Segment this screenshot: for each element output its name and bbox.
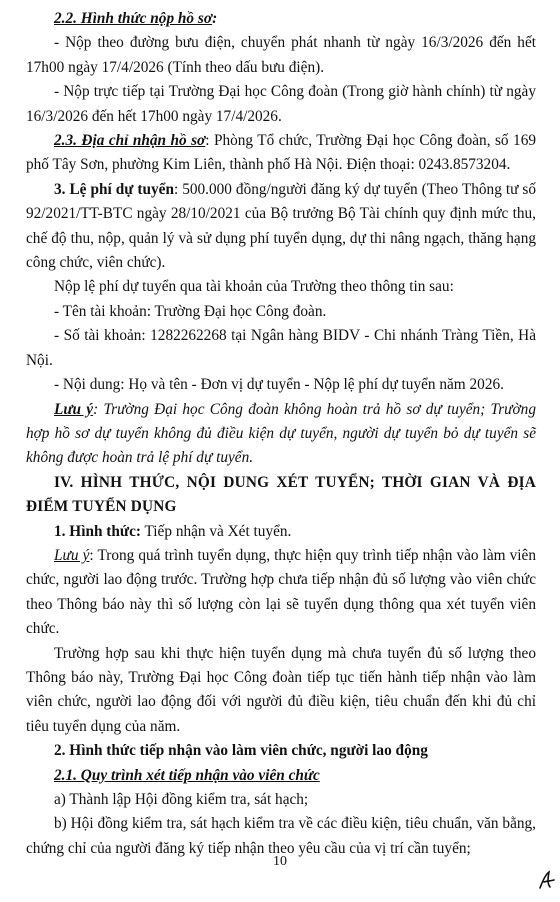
section-2-3-paragraph: 2.3. Địa chỉ nhận hồ sơ: Phòng Tổ chức, Trường Đại học Công đoàn, số 169 phố Tây Sơn, phường Kim Liên, thành phố Hà Nội. Điện thoại: 0243.8573204. [26,132,536,174]
fee-note: Lưu ý: Trường Đại học Công đoàn không hoàn trả hồ sơ dự tuyển; Trường hợp hồ sơ dự tuyển không đủ điều kiện dự tuyển, người dự tuyển bỏ dự tuyển sẽ không được hoàn trả lệ phí dự tuyển. [26,400,536,467]
section-1-paragraph: 1. Hình thức: Tiếp nhận và Xét tuyển. [54,522,292,540]
section-2-1-heading: 2.1. Quy trình xét tiếp nhận vào viên chức [54,766,320,784]
paragraph: Trường hợp sau khi thực hiện tuyển dụng mà chưa tuyển đủ số lượng theo Thông báo này, Trường Đại học Công đoàn tiếp tục tiến hành tiếp nhận vào làm viên chức, người lao động đối với người đủ điều kiện, tiêu chuẩn đến khi đủ chỉ tiêu tuyển dụng của năm. [26,644,536,735]
paragraph: Nộp lệ phí dự tuyển qua tài khoản của Trường theo thông tin sau: [54,278,454,296]
section-2-2-heading: 2.2. Hình thức nộp hồ sơ: [54,10,218,27]
list-item: - Nội dung: Họ và tên - Đơn vị dự tuyển - Nộp lệ phí dự tuyển năm 2026. [54,376,504,394]
initials-mark-icon [538,870,556,892]
section-2-heading: 2. Hình thức tiếp nhận vào làm viên chức, người lao động [54,742,428,760]
list-item: - Số tài khoản: 1282262268 tại Ngân hàng BIDV - Chi nhánh Tràng Tiền, Hà Nội. [26,327,536,369]
recruitment-note: Lưu ý: Trong quá trình tuyển dụng, thực hiện quy trình tiếp nhận vào làm viên chức, người lao động trước. Trường hợp chưa tiếp nhận đủ số lượng vào viên chức theo Thông báo này thì số lượng còn lại sẽ tuyển dụng thông qua xét tuyển viên chức. [26,546,536,638]
list-item: - Nộp trực tiếp tại Trường Đại học Công đoàn (Trong giờ hành chính) từ ngày 16/3/2026 đến hết 17h00 ngày 17/4/2026. [26,83,536,125]
section-iv-heading: IV. HÌNH THỨC, NỘI DUNG XÉT TUYỂN; THỜI GIAN VÀ ĐỊA ĐIỂM TUYỂN DỤNG [26,473,536,516]
section-3-paragraph: 3. Lệ phí dự tuyển: 500.000 đồng/người đăng ký dự tuyển (Theo Thông tư số 92/2021/TT-BTC ngày 28/10/2021 của Bộ trưởng Bộ Tài chính quy định mức thu, chế độ thu, nộp, quản lý và sử dụng phí tuyển dụng, dự thi nâng ngạch, thăng hạng công chức, viên chức). [26,180,536,272]
list-item: b) Hội đồng kiểm tra, sát hạch kiểm tra về các điều kiện, tiêu chuẩn, văn bằng, chứng chỉ của người đăng ký tiếp nhận theo yêu cầu của vị trí cần tuyển; [26,815,536,857]
document-body [26,7,536,861]
list-item: a) Thành lập Hội đồng kiểm tra, sát hạch; [54,791,309,808]
list-item: - Tên tài khoản: Trường Đại học Công đoàn. [54,302,327,320]
list-item: - Nộp theo đường bưu điện, chuyển phát nhanh từ ngày 16/3/2026 đến hết 17h00 ngày 17/4/2026 (Tính theo dấu bưu điện). [26,34,536,76]
page-number: 10 [273,854,287,869]
